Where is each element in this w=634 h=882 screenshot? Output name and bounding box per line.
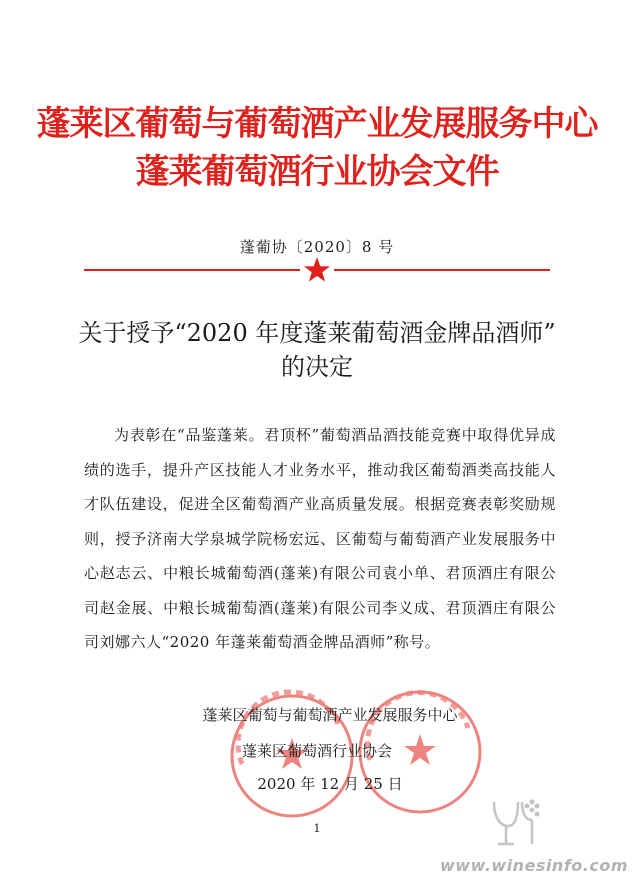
document-number: 蓬葡协〔2020〕8 号 [239,238,395,256]
signature-date: 2020 年 12 月 25 日 [257,775,403,793]
issuer-heading-line2: 蓬莱葡萄酒行业协会文件 [135,152,499,192]
red-divider [84,256,550,284]
signature-org1: 蓬莱区葡萄与葡萄酒产业发展服务中心 [202,706,458,724]
wine-glass-logo-icon [488,794,544,850]
divider-line-left [84,269,300,271]
document-title-line1: 关于授予“2020 年度蓬莱葡萄酒金牌品酒师” [78,319,556,347]
divider-line-right [334,269,550,271]
body-paragraph: 为表彰在“品鉴蓬莱。君顶杯”葡萄酒品酒技能竞赛中取得优异成绩的选手，提升产区技能人才业务水平，推动我区葡萄酒类高技能人才队伍建设，促进全区葡萄酒产业高质量发展。根据竞赛表彰奖励规则，授予济南大学泉城学院杨宏远、区葡萄与葡萄酒产业发展服务中心赵志云、中粮长城葡萄酒(蓬莱)有限公司袁小单、君顶酒庄有限公司赵金展、中粮长城葡萄酒(蓬莱)有限公司李义成、君顶酒庄有限公司刘娜六人“2020 年蓬莱葡萄酒金牌品酒师”称号。 [84,426,556,651]
signature-org2: 蓬莱区葡萄酒行业协会 [241,742,392,760]
issuer-heading-line1: 蓬莱区葡萄与葡萄酒产业发展服务中心 [36,104,598,144]
page-number: 1 [313,822,321,835]
document-title-line2: 的决定 [281,353,353,381]
watermark-text: www.winesinfo.com [440,856,628,875]
star-icon [303,256,331,284]
